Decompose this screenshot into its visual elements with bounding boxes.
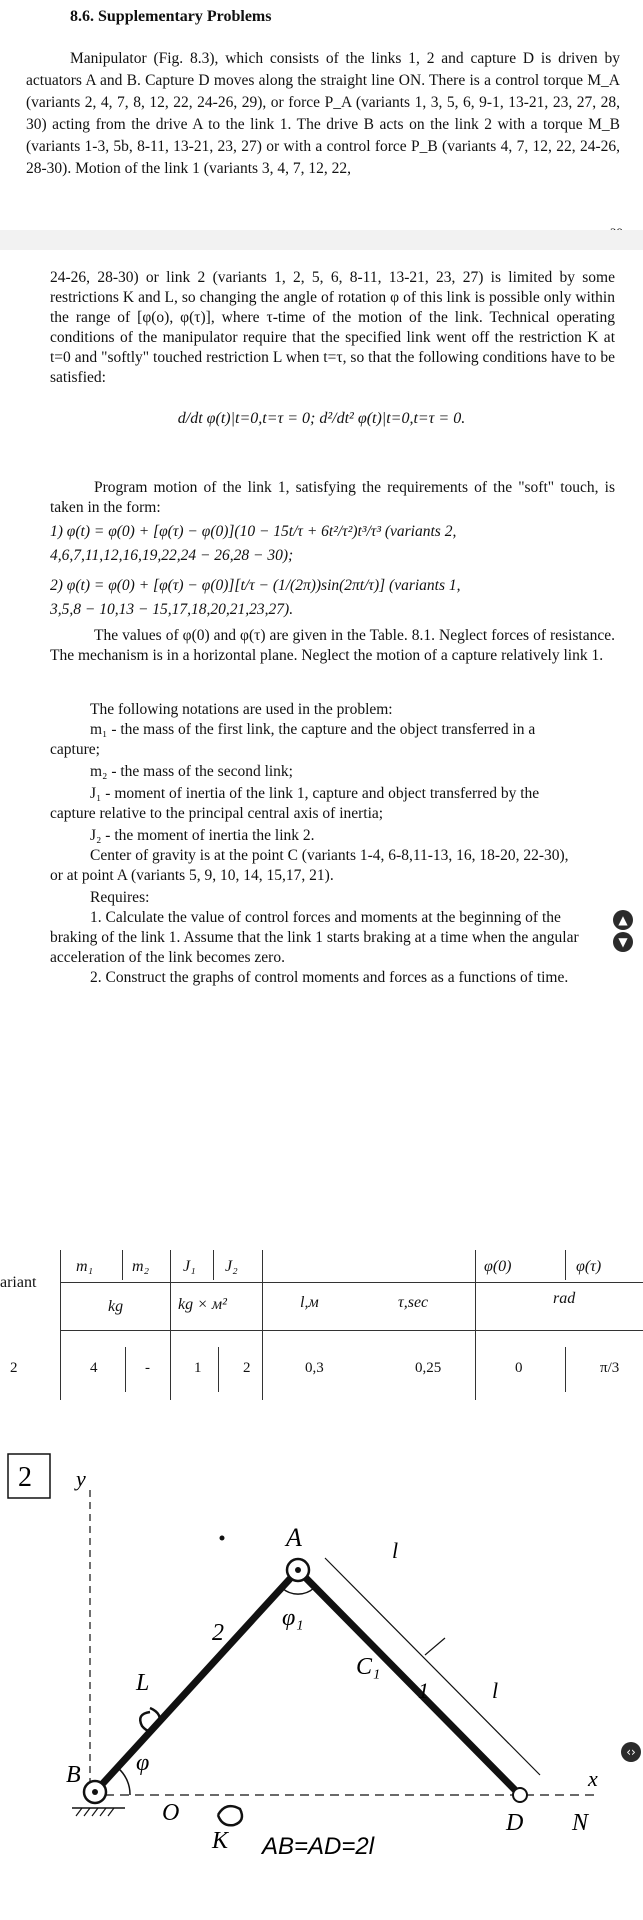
gravity-line-a: Center of gravity is at the point C (variants 1-4, 6-8,11-13, 16, 18-20, 22-30),: [90, 847, 569, 864]
label-x: x: [588, 1766, 598, 1791]
table-line: [170, 1250, 171, 1400]
figure-scroll-button[interactable]: ‹›: [621, 1742, 641, 1762]
label-A: A: [286, 1523, 302, 1552]
label-D: D: [506, 1810, 524, 1836]
label-phi: φ: [136, 1750, 150, 1776]
table-header-l: l,м: [300, 1294, 319, 1311]
label-B: B: [66, 1762, 81, 1788]
unit-rad: rad: [553, 1290, 576, 1307]
condition-equation: d/dt φ(t)|t=0,t=τ = 0; d²/dt² φ(t)|t=0,t=τ = 0.: [177, 410, 466, 427]
table-line: [475, 1250, 476, 1400]
requirement-2: 2. Construct the graphs of control moments and forces as a functions of time.: [90, 969, 569, 986]
section-heading: 8.6. Supplementary Problems: [70, 8, 272, 25]
cell-phi0: 0: [515, 1360, 523, 1376]
restriction-paragraph: 24-26, 28-30) or link 2 (variants 1, 2, 5, 6, 8-11, 13-21, 23, 27) is limited by some restrictions K and L, so changing the angle of rotation φ of this link is possible only within the range of [φ(o), φ(τ)], where τ-time of the motion of the link. Technical operating conditions of the manipulator require that the specified link went off the restriction K at t=0 and "softly" touched restriction L when t=τ, so that the following conditions have to be satisfied:: [50, 269, 615, 386]
table-header-phi0: φ(0): [484, 1258, 512, 1275]
notation-m1-b: capture;: [50, 741, 100, 758]
cell-j1: 1: [194, 1360, 202, 1376]
label-link-1: 1: [418, 1678, 429, 1703]
program-intro: Program motion of the link 1, satisfying the requirements of the "soft" touch, is taken in the form:: [50, 479, 615, 516]
table-header-j2: J₂: [225, 1258, 238, 1275]
label-O: O: [162, 1800, 180, 1826]
requires-label: Requires:: [90, 889, 150, 906]
table-line: [565, 1347, 566, 1392]
table-line: [60, 1330, 643, 1331]
cell-phitau: π/3: [600, 1360, 620, 1376]
table-header-phitau: φ(τ): [576, 1258, 602, 1275]
scroll-down-button[interactable]: ▼: [613, 932, 633, 952]
scroll-up-button[interactable]: ▲: [613, 910, 633, 930]
cell-l: 0,3: [305, 1360, 324, 1376]
table-header-tau: τ,sec: [398, 1294, 429, 1311]
table-header-variant: ariant: [0, 1274, 37, 1291]
table-line: [60, 1282, 643, 1283]
gravity-line-b: or at point A (variants 5, 9, 10, 14, 15,17, 21).: [50, 867, 334, 884]
table-line: [218, 1347, 219, 1392]
mechanism-diagram: [0, 1450, 643, 1880]
label-y: y: [76, 1466, 86, 1491]
law-2-line-a: 2) φ(t) = φ(0) + [φ(τ) − φ(0)][t/τ − (1/(2π))sin(2πt/τ)] (variants 1,: [50, 577, 461, 594]
notation-j1-b: capture relative to the principal central axis of inertia;: [50, 805, 384, 822]
requirement-1-c: acceleration of the link becomes zero.: [50, 949, 285, 966]
notation-j2: J₂ - the moment of inertia the link 2.: [90, 827, 315, 844]
table-line: [122, 1250, 123, 1280]
label-link-2: 2: [212, 1620, 224, 1646]
manipulator-figure: [0, 1450, 643, 1885]
cell-variant: 2: [10, 1360, 18, 1376]
requirement-1-a: 1. Calculate the value of control forces and moments at the beginning of the: [90, 909, 561, 926]
cell-j2: 2: [243, 1360, 251, 1376]
law-2-line-b: 3,5,8 − 10,13 − 15,17,18,20,21,23,27).: [50, 601, 294, 618]
table-line: [262, 1250, 263, 1400]
page-separator: [0, 230, 643, 250]
notation-m2: m₂ - the mass of the second link;: [90, 763, 293, 780]
label-C1: C₁: [356, 1654, 381, 1680]
table-header-j1: J₁: [183, 1258, 196, 1275]
figure-number: 2: [18, 1462, 32, 1493]
label-phi1: φ₁: [282, 1605, 304, 1631]
table-header-m2: m₂: [132, 1258, 150, 1275]
table-line: [125, 1347, 126, 1392]
label-L: L: [136, 1670, 150, 1696]
notation-j1-a: J₁ - moment of inertia of the link 1, capture and object transferred by the: [90, 785, 540, 802]
figure-caption-equation: AB=AD=2l: [262, 1833, 375, 1860]
table-header-m1: m₁: [76, 1258, 94, 1275]
notation-m1-a: m₁ - the mass of the first link, the capture and the object transferred in a: [90, 721, 536, 738]
unit-kgm2: kg × м²: [178, 1296, 227, 1313]
cell-tau: 0,25: [415, 1360, 442, 1376]
cell-m2: -: [145, 1360, 150, 1376]
unit-kg: kg: [108, 1298, 124, 1315]
law-1-line-b: 4,6,7,11,12,16,19,22,24 − 26,28 − 30);: [50, 547, 294, 564]
values-paragraph: The values of φ(0) and φ(τ) are given in the Table. 8.1. Neglect forces of resistance. The mechanism is in a horizontal plane. Neglect the motion of a capture relatively link 1.: [50, 627, 615, 664]
table-line: [213, 1250, 214, 1280]
table-line: [565, 1250, 566, 1280]
page-top: [0, 0, 643, 230]
label-l-upper: l: [392, 1538, 399, 1563]
label-l-lower: l: [492, 1678, 499, 1703]
requirement-1-b: braking of the link 1. Assume that the link 1 starts braking at a time when the angular: [50, 929, 579, 946]
table-line: [60, 1250, 61, 1400]
parameters-table: [0, 1258, 643, 1402]
notation-intro: The following notations are used in the problem:: [90, 701, 393, 718]
label-K: K: [212, 1828, 229, 1854]
label-N: N: [572, 1810, 589, 1836]
intro-paragraph: Manipulator (Fig. 8.3), which consists of the links 1, 2 and capture D is driven by actuators A and B. Capture D moves along the straight line ON. There is a control torque M_A (variants 2, 4, 7, 8, 12, 22, 24-26, 29), or force P_A (variants 1, 3, 5, 6, 9-1, 13-21, 23, 27, 28, 30) acting from the drive A to the link 1. The drive B acts on the link 2 with a torque M_B (variants 1-3, 5b, 8-11, 13-21, 23, 27) or with a control force P_B (variants 4, 7, 12, 22, 24-26, 28-30). Motion of the link 1 (variants 3, 4, 7, 12, 22,: [26, 50, 620, 177]
cell-m1: 4: [90, 1360, 98, 1376]
law-1-line-a: 1) φ(t) = φ(0) + [φ(τ) − φ(0)](10 − 15t/τ + 6t²/τ²)t³/τ³ (variants 2,: [50, 523, 457, 540]
